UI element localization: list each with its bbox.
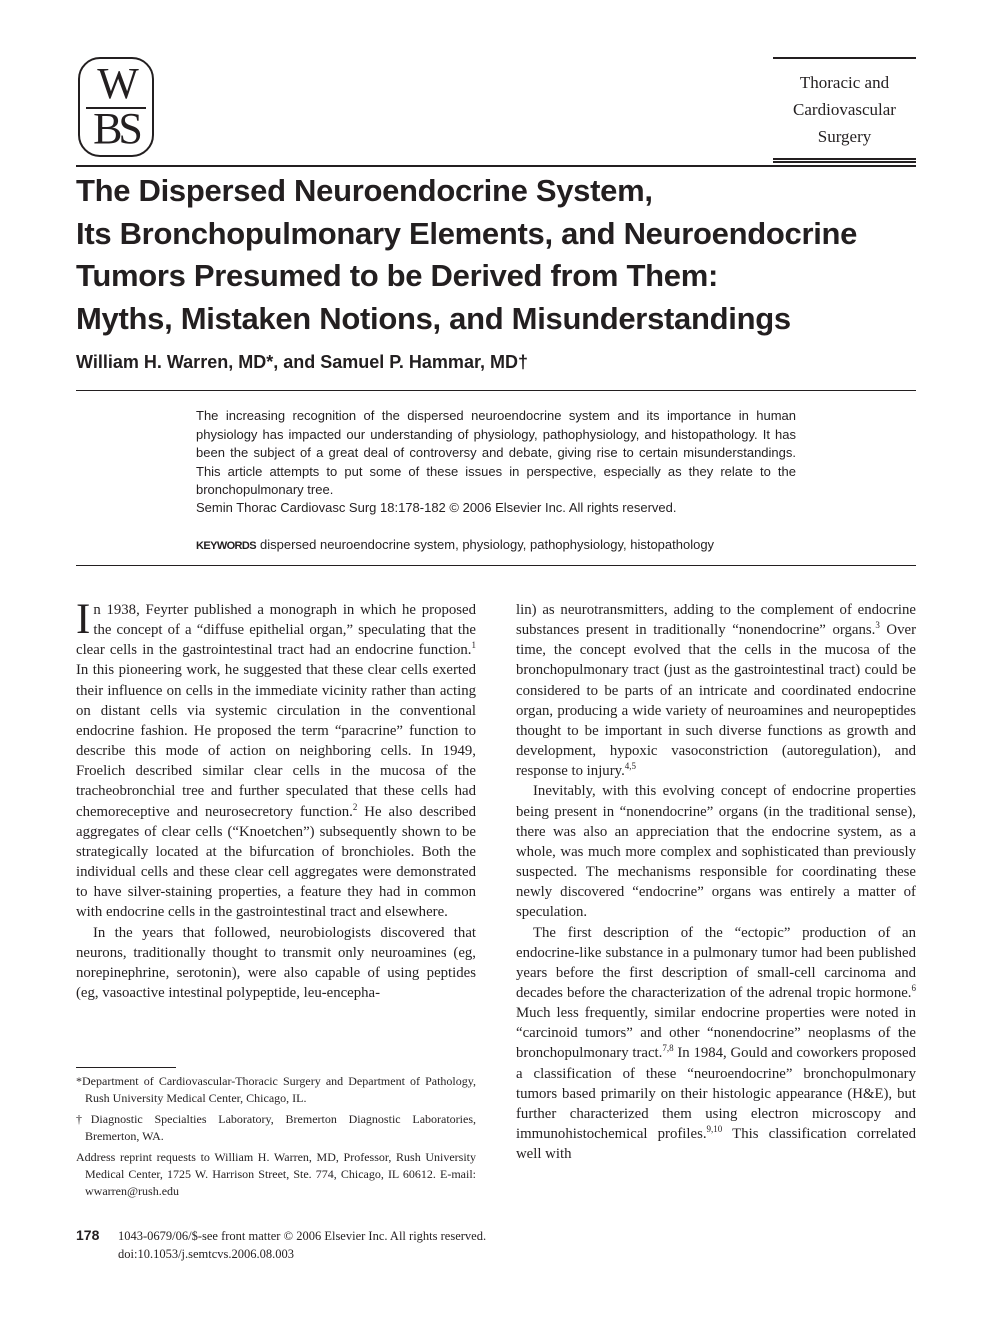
reference-link[interactable]: 1 [471, 640, 476, 651]
journal-name-line: Cardiovascular [793, 100, 896, 119]
body-paragraph [516, 600, 916, 781]
publication-info [118, 1228, 486, 1263]
footnotes [76, 1073, 476, 1204]
publisher-logo [78, 57, 154, 157]
abstract-top-rule [76, 390, 916, 391]
logo-line-1: W [97, 59, 135, 108]
paragraph-text: n 1938, Feyrter published a monograph in which he proposed the concept of a “diffuse epithelial organ,” speculating that the clear cells in the gastrointestinal tract had an endocrine function. [76, 602, 476, 659]
reference-link[interactable]: 4,5 [624, 761, 637, 772]
body-column-right [516, 600, 916, 1164]
paragraph-text: In this pioneering work, he suggested that these clear cells exerted their influence on cells in the immediate vicinity rather than acting on distant cells via systemic circulation in the conventional endocrine fashion. He proposed the term “paracrine” function to describe this mode of action on neighboring cells. In 1949, Froelich described similar clear cells in the mucosa of the tracheobronchial tree and further speculated that these cells had chemoreceptive and neurosecretory function. [76, 662, 476, 820]
paragraph-text: Much less frequently, similar endocrine properties were noted in “carcinoid tumors” and other “nonendocrine” neoplasms of the bronchopulmonary tract. [516, 1005, 916, 1062]
doi-line[interactable]: doi:10.1053/j.semtcvs.2006.08.003 [118, 1246, 295, 1261]
title-line: Tumors Presumed to be Derived from Them: [76, 258, 718, 293]
article-title [76, 170, 936, 340]
footnote-affiliation: †Diagnostic Specialties Laboratory, Bremerton Diagnostic Laboratories, Bremerton, WA. [76, 1112, 476, 1143]
paragraph-text: He also described aggregates of clear cells (“Knoetchen”) subsequently shown to be strategically located at the bifurcation of bronchioles. Both the individual cells and these clear cell aggregates were demonstrated to have silver-staining properties, a feature they had in common with endocrine cells in the gastrointestinal tract and elsewhere. [76, 803, 476, 921]
abstract-bottom-rule [76, 565, 916, 566]
keywords-text: dispersed neuroendocrine system, physiology, pathophysiology, histopathology [259, 537, 715, 552]
footnote-rule [76, 1067, 176, 1068]
body-paragraph: In the years that followed, neurobiologists discovered that neurons, traditionally thought to transmit only neuroamines (eg, norepinephrine, serotonin), were also capable of using peptides (eg, vasoactive intestinal polypeptide, leu-encepha- [76, 924, 476, 1001]
body-paragraph [76, 596, 476, 923]
reference-link[interactable]: 7,8 [662, 1043, 674, 1054]
citation-line: Semin Thorac Cardiovasc Surg 18:178-182 © 2006 Elsevier Inc. All rights reserved. [196, 500, 677, 515]
paragraph-text: Over time, the concept evolved that the cells in the mucosa of the bronchopulmonary tract (just as the gastrointestinal tract) could be considered to be parts of an intricate and coordinated endocrine organ, producing a wide variety of neuroamines and neuropeptides thought to be important in such diverse functions as growth and development, hypoxic vasoconstriction (autoregulation), and response to injury. [516, 622, 916, 780]
reference-link[interactable]: 3 [875, 620, 880, 631]
footnote-affiliation: *Department of Cardiovascular-Thoracic Surgery and Department of Pathology, Rush University Medical Center, Chicago, IL. [76, 1074, 476, 1105]
logo-line-2: BS [93, 104, 139, 153]
paragraph-text: In 1984, Gould and coworkers proposed a classification of these “neuroendocrine” bronchopulmonary tumors based primarily on their histologic appearance (H&E), but further characterized them using electron microscopy and immunohistochemical profiles. [516, 1045, 917, 1143]
keywords-line [196, 536, 714, 556]
abstract-text: The increasing recognition of the dispersed neuroendocrine system and its importance in human physiology has impacted our understanding of physiology, pathophysiology, and histopathology. It has been the subject of a great deal of controversy and debate, giving rise to certain misunderstandings. This article attempts to put some of these issues in perspective, especially as they relate to the bronchopulmonary tree. [196, 408, 796, 497]
page-number: 178 [76, 1227, 100, 1243]
journal-name-box [773, 57, 916, 163]
journal-name-line: Surgery [817, 127, 872, 146]
body-column-left [76, 596, 476, 1003]
body-paragraph [516, 923, 916, 1165]
footnote-reprint-address: Address reprint requests to William H. Warren, MD, Professor, Rush University Medical Center, 1725 W. Harrison Street, Ste. 774, Chicago, IL 60612. E-mail: wwarren@rush.edu [76, 1150, 476, 1198]
header-rule [76, 165, 916, 167]
paragraph-text: This classification correlated well with [516, 1126, 916, 1163]
keywords-label: KEYWORDS [196, 540, 256, 552]
title-line: Myths, Mistaken Notions, and Misunderstandings [76, 300, 791, 336]
reference-link[interactable]: 2 [352, 801, 358, 812]
author-list: William H. Warren, MD*, and Samuel P. Hammar, MD† [76, 352, 528, 372]
body-paragraph: Inevitably, with this evolving concept of endocrine properties being present in “nonendocrine” organs (in the traditional sense), there was also an appreciation that the endocrine system, as a whole, was much more complex and sophisticated than previously suspected. The mechanisms responsible for coordinating these newly discovered “endocrine” organs was entirely a matter of speculation. [516, 783, 916, 921]
reference-link[interactable]: 9,10 [706, 1124, 723, 1135]
paragraph-text: lin) as neurotransmitters, adding to the complement of endocrine substances present in traditionally “nonendocrine” organs. [516, 602, 916, 639]
paragraph-text: The first description of the “ectopic” production of an endocrine-like substance in a pulmonary tumor had been published years before the first description of small-cell carcinoma and decades before the characterization of the adrenal tropic hormone. [516, 924, 916, 1001]
title-line: Its Bronchopulmonary Elements, and Neuroendocrine [76, 215, 858, 251]
drop-cap: I [76, 596, 91, 643]
issn-line: 1043-0679/06/$-see front matter © 2006 Elsevier Inc. All rights reserved. [118, 1229, 487, 1243]
reference-link[interactable]: 6 [911, 983, 916, 994]
journal-name-line: Thoracic and [799, 73, 890, 92]
title-line: The Dispersed Neuroendocrine System, [76, 173, 653, 208]
